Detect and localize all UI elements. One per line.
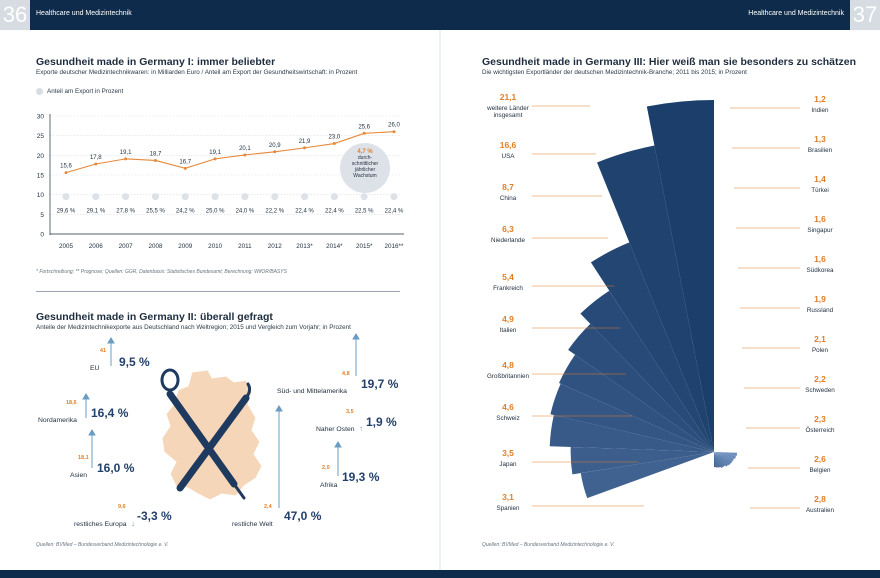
left-page-number: 36 [0,0,30,30]
left-country-label: Italien [499,327,517,334]
left-country-label: China [499,195,517,202]
share-label: 29,1 % [86,208,106,215]
region-eu [90,348,107,375]
left-country-label: weitere Länder [487,105,529,112]
chart2-source: Quellen: BVMed – Bundesverband Medizintechnologie e. V. [36,542,169,548]
right-value-label: 1,9 [814,294,826,304]
share-label: 22,4 % [384,208,404,215]
y-tick-label: 5 [40,211,44,219]
value-label: 19,1 [209,149,221,156]
region-restliches-europa [74,504,135,531]
left-country-label: Niederlande [491,237,525,244]
region-eu-name: EU [90,365,100,372]
region-naher-osten-change: 1,9 % [366,415,397,429]
region-afrika [320,465,338,492]
chart1-title: Gesundheit made in Germany I: immer beliebter [36,56,276,68]
value-label: 20,1 [239,145,251,152]
left-value-label: 4,8 [502,360,514,370]
chart2-subtitle: Anteile der Medizintechnikexporte aus Deutschland nach Weltregion; 2015 und Vergleich zum Vorjahr; in Prozent [36,324,351,331]
left-value-label: 5,4 [502,272,514,282]
region-afrika-name: Afrika [320,482,338,489]
value-label: 23,0 [328,134,341,141]
y-tick-label: 10 [36,192,44,200]
right-value-label: 1,3 [814,134,826,144]
region-nordamerika [38,400,77,427]
left-value-label: 3,1 [502,492,514,502]
region-naher-osten [316,409,363,436]
left-value-label: 21,1 [499,92,517,102]
chart1-note: * Fortschreibung; ** Prognose; Quellen: GGR, Datenbasis: Statistisches Bundesamt; Berechnung: WifOR/BASYS [36,269,287,275]
right-page-number: 37 [850,0,880,30]
left-country-label: Schweiz [496,415,520,422]
share-label: 22,4 % [325,208,344,215]
region-restliches-europa-change: -3,3 % [137,509,172,523]
right-value-label: 2,3 [814,414,826,424]
value-label: 21,9 [298,138,311,145]
left-value-label: 16,6 [499,140,517,150]
left-value-label: 3,5 [502,448,514,458]
region-afrika-change: 19,3 % [342,470,380,484]
left-country-label: Spanien [496,505,520,512]
right-value-label: 2,2 [814,374,826,384]
right-header-title: Healthcare und Medizintechnik [748,10,844,17]
x-tick-label: 2010 [208,243,223,250]
value-label: 25,6 [358,124,371,131]
region-asien-share: 18,1 [78,455,89,461]
left-country-label: Frankreich [493,285,523,292]
region-sued-mittelamerika-share: 4,8 [342,371,350,377]
x-tick-label: 2015* [355,243,373,250]
chart3-plot [440,0,880,578]
region-asien-change: 16,0 % [97,461,135,475]
region-eu-share: 41 [100,348,107,354]
left-value-label: 4,9 [502,314,514,324]
region-naher-osten-name: Naher Osten [316,426,355,433]
value-label: 16,7 [179,159,192,166]
left-header-title: Healthcare und Medizintechnik [36,10,132,17]
left-country-label: Japan [499,461,517,468]
legend-label: Anteil am Export in Prozent [47,88,124,96]
right-country-label: Schweden [805,387,835,394]
share-label: 24,2 % [175,208,195,215]
region-sued-mittelamerika-name: Süd- und Mittelamerika [277,388,347,395]
x-tick-label: 2006 [88,243,103,250]
right-country-label: Türkei [811,187,829,194]
region-sued-mittelamerika-change: 19,7 % [361,377,399,391]
share-label: 25,0 % [205,208,225,215]
left-country-label: USA [501,153,515,160]
right-country-label: Singapur [807,227,833,234]
chart3-title: Gesundheit made in Germany III: Hier weiß man sie besonders zu schätzen [482,56,857,68]
left-value-label: 4,6 [502,402,514,412]
region-sued-mittelamerika [277,371,350,398]
share-label: 25,5 % [146,208,165,215]
down-arrow-icon: ↓ [130,519,135,528]
y-tick-label: 20 [36,152,44,160]
right-country-label: Südkorea [806,267,834,274]
value-label: 19,1 [119,149,132,156]
right-value-label: 2,1 [814,334,826,344]
right-value-label: 1,4 [814,174,826,184]
left-country-label: insgesamt [493,112,523,119]
y-tick-label: 0 [40,231,44,239]
right-value-label: 1,2 [814,94,826,104]
share-label: 22,5 % [354,208,374,215]
up-arrow-icon: ↑ [359,424,363,433]
value-label: 18,7 [149,151,162,158]
right-country-label: Belgien [809,467,831,474]
chart1-subtitle: Exporte deutscher Medizintechnikwaren: in Milliarden Euro / Anteil am Export der Gesundheitswirtschaft: in Prozent [36,69,358,76]
right-value-label: 2,6 [814,454,826,464]
region-afrika-share: 2,0 [322,465,330,471]
region-restliche-welt [232,504,273,531]
growth-percent: 4,7 % [357,149,373,155]
x-tick-label: 2008 [148,243,163,250]
region-restliches-europa-share: 9,6 [118,504,126,510]
right-country-label: Polen [811,347,829,354]
share-label: 27,8 % [116,208,135,215]
region-nordamerika-name: Nordamerika [38,417,77,424]
right-value-label: 2,8 [814,494,826,504]
x-tick-label: 2005 [58,243,74,250]
region-restliche-welt-share: 2,4 [264,504,272,510]
region-nordamerika-share: 18,6 [66,400,77,406]
share-label: 29,6 % [56,208,76,215]
x-tick-label: 2007 [118,243,133,250]
region-naher-osten-share: 3,5 [346,409,354,415]
region-asien-name: Asien [70,472,88,479]
growth-text: durch- schnittlicher jährlicher Wachstum [351,155,379,179]
x-tick-label: 2009 [178,243,193,250]
region-restliche-welt-name: restliche Welt [232,521,273,528]
right-country-label: Australien [805,507,835,514]
region-restliche-welt-change: 47,0 % [284,509,322,523]
x-tick-label: 2016** [384,243,404,250]
left-value-label: 6,3 [502,224,514,234]
right-country-label: Russland [806,307,834,314]
x-tick-label: 2012 [267,243,282,250]
right-value-label: 1,6 [814,214,826,224]
region-eu-change: 9,5 % [119,355,150,369]
x-tick-label: 2013* [296,243,313,250]
value-label: 20,9 [268,142,281,149]
region-restliches-europa-name: restliches Europa [74,521,127,528]
x-tick-label: 2011 [238,243,252,250]
share-label: 24,0 % [235,208,255,215]
region-asien [70,455,89,482]
y-tick-label: 30 [36,113,44,121]
chart3-subtitle: Die wichtigsten Exportländer der deutschen Medizintechnik-Branche; 2011 bis 2015; in Prozent [482,69,747,76]
right-country-label: Indien [811,107,829,114]
chart3-source: Quellen: BVMed – Bundesverband Medizintechnologie e. V. [482,542,615,548]
right-value-label: 1,6 [814,254,826,264]
value-label: 26,0 [388,122,400,129]
share-label: 22,4 % [295,208,314,215]
right-country-label: Brasilien [807,147,833,154]
value-label: 15,6 [60,163,72,170]
left-country-label: Großbritannien [487,373,529,380]
y-tick-label: 15 [36,172,44,180]
region-nordamerika-change: 16,4 % [91,406,129,420]
left-value-label: 8,7 [502,182,514,192]
share-label: 22,2 % [265,208,285,215]
chart2-title: Gesundheit made in Germany II: überall gefragt [36,311,273,323]
y-tick-label: 25 [36,133,44,141]
value-label: 17,8 [89,154,102,161]
x-tick-label: 2014* [326,243,343,250]
right-country-label: Österreich [805,427,835,434]
